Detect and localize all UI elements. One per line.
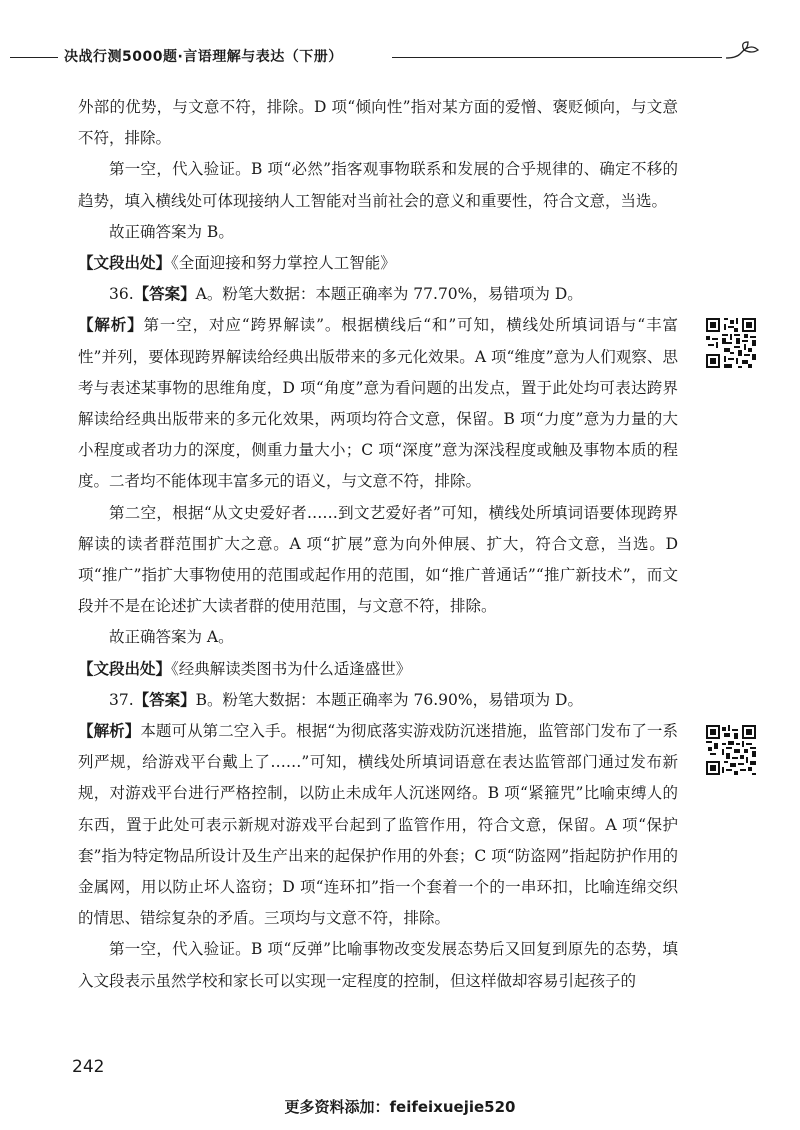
answer-line bbox=[78, 685, 678, 716]
running-header bbox=[0, 36, 800, 76]
qr-code-icon[interactable] bbox=[706, 725, 756, 775]
book-title: 决战行测5000题·言语理解与表达（下册） bbox=[64, 49, 343, 65]
source-title: 《经典解读类图书为什么适逢盛世》 bbox=[171, 659, 412, 678]
analysis-paragraph: 【解析】第一空，对应“跨界解读”。根据横线后“和”可知，横线处所填词语与“丰富性”并列，要体现跨界解读给经典出版带来的多元化效果。A 项“维度”意为人们观察、思考与表述某事物的思维角度，D 项“角度”意为看问题的出发点，置于此处均可表达跨界解读给经典出版带来的多元化效果，两项均符合文意，保留。B 项“力度”意为力量的大小程度或者功力的深度，侧重力量大小；C 项“深度”意为深浅程度或触及事物本质的程度。二者均不能体现丰富多元的语义，与文意不符，排除。 bbox=[78, 316, 678, 491]
answer-statement: 故正确答案为 A。 bbox=[109, 628, 234, 647]
page-number: 242 bbox=[72, 1057, 105, 1077]
sprout-icon bbox=[722, 38, 762, 68]
analysis-tag: 【解析】 bbox=[78, 316, 144, 335]
answer-text: B。粉笔大数据：本题正确率为 76.90%，易错项为 D。 bbox=[195, 690, 583, 709]
source-tag: 【文段出处】 bbox=[78, 254, 172, 273]
paragraph: 第一空，代入验证。B 项“必然”指客观事物联系和发展的合乎规律的、确定不移的趋势，填入横线处可体现接纳人工智能对当前社会的意义和重要性，符合文意，当选。 bbox=[78, 160, 678, 210]
answer-text: A。粉笔大数据：本题正确率为 77.70%，易错项为 D。 bbox=[195, 285, 583, 304]
answer-tag: 【答案】 bbox=[133, 285, 196, 304]
article-body bbox=[78, 92, 678, 997]
source-line bbox=[78, 654, 678, 685]
header-rule-left bbox=[10, 57, 58, 58]
paragraph: 第二空，根据“从文史爱好者……到文艺爱好者”可知，横线处所填词语要体现跨界解读的读者群范围扩大之意。A 项“扩展”意为向外伸展、扩大，符合文意，当选。D 项“推广”指扩大事物使用的范围或起作用的范围，如“推广普通话”“推广新技术”，而文段并不是在论述扩大读者群的使用范围，与文意不符，排除。 bbox=[78, 503, 678, 616]
question-number: 37. bbox=[109, 690, 134, 709]
paragraph: 第一空，代入验证。B 项“反弹”比喻事物改变发展态势后又回复到原先的态势，填入文段表示虽然学校和家长可以实现一定程度的控制，但这样做却容易引起孩子的 bbox=[78, 940, 678, 990]
analysis-tag: 【解析】 bbox=[78, 722, 141, 741]
question-number: 36. bbox=[109, 285, 134, 304]
answer-line bbox=[78, 279, 678, 310]
footer-note: 更多资料添加：feifeixuejie520 bbox=[284, 1098, 516, 1116]
source-tag: 【文段出处】 bbox=[78, 659, 172, 678]
source-line bbox=[78, 248, 678, 279]
header-rule-right bbox=[392, 57, 722, 58]
answer-tag: 【答案】 bbox=[133, 690, 196, 709]
source-title: 《全面迎接和努力掌控人工智能》 bbox=[171, 254, 396, 273]
qr-code-icon[interactable] bbox=[706, 318, 756, 368]
analysis-paragraph: 【解析】本题可从第二空入手。根据“为彻底落实游戏防沉迷措施，监管部门发布了一系列严规，给游戏平台戴上了……”可知，横线处所填词语意在表达监管部门通过发布新规，对游戏平台进行严格控制，以防止未成年人沉迷网络。B 项“紧箍咒”比喻束缚人的东西，置于此处可表示新规对游戏平台起到了监管作用，符合文意，保留。A 项“保护套”指为特定物品所设计及生产出来的起保护作用的外套；C 项“防盗网”指起防护作用的金属网，用以防止坏人盗窃；D 项“连环扣”指一个套着一个的一串环扣，比喻连绵交织的情思、错综复杂的矛盾。三项均与文意不符，排除。 bbox=[78, 722, 678, 928]
paragraph: 外部的优势，与文意不符，排除。D 项“倾向性”指对某方面的爱憎、褒贬倾向，与文意不符，排除。 bbox=[78, 98, 678, 148]
answer-statement: 故正确答案为 B。 bbox=[109, 222, 234, 241]
